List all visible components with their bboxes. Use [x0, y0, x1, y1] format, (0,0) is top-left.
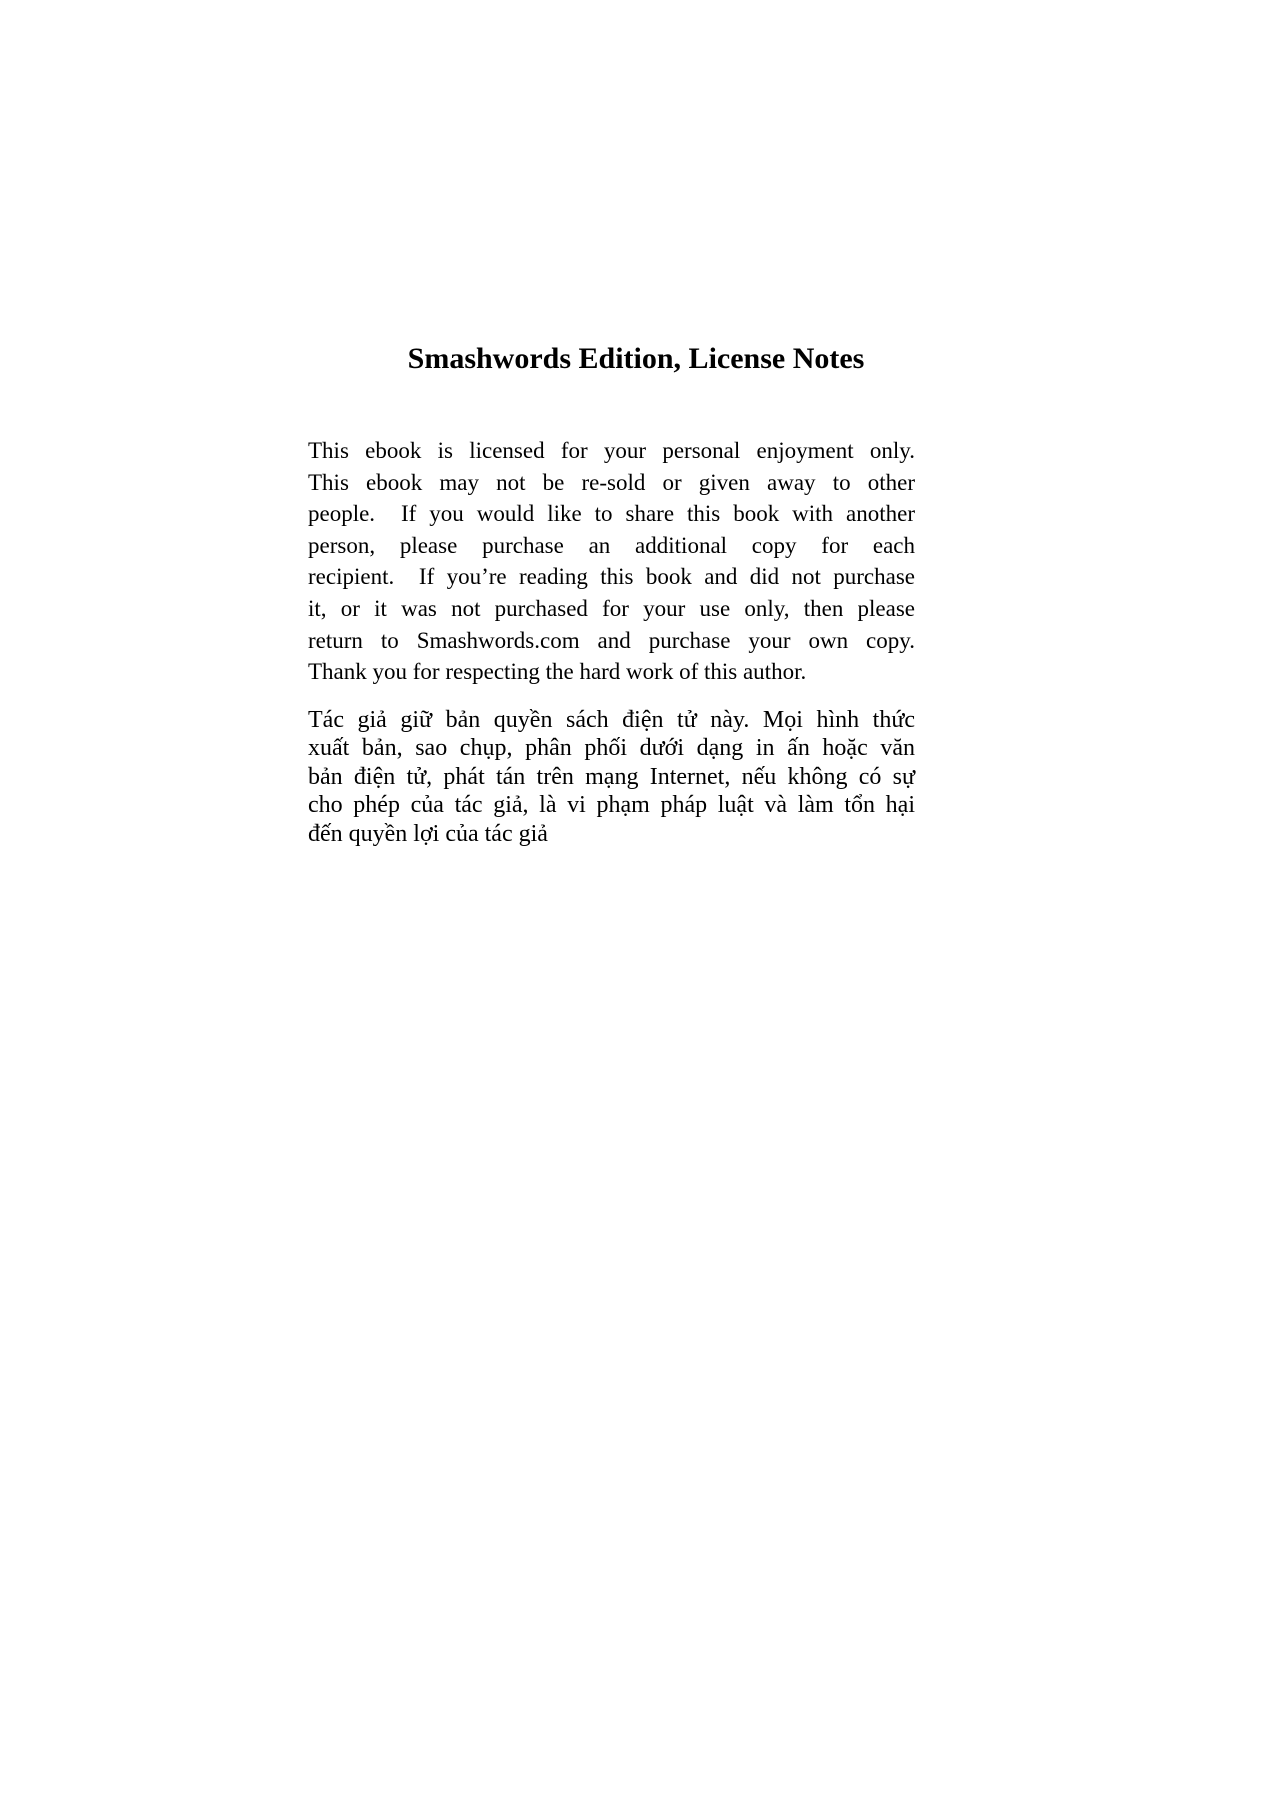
text-line: đến quyền lợi của tác giả — [308, 820, 548, 847]
text-line: person, please purchase an additional copy for each — [308, 532, 915, 558]
text-line: This ebook may not be re-sold or given away to other — [308, 469, 915, 495]
text-line: recipient. If you’re reading this book and did not purchase — [308, 564, 915, 590]
text-line: Tác giả giữ bản quyền sách điện tử này. Mọi hình thức — [308, 707, 915, 733]
text-line: Thank you for respecting the hard work of this author. — [308, 659, 807, 685]
text-line: This ebook is licensed for your personal enjoyment only. — [308, 438, 915, 463]
text-line: cho phép của tác giả, là vi phạm pháp luật và làm tổn hại — [308, 792, 915, 819]
text-line: bản điện tử, phát tán trên mạng Internet, nếu không có sự — [308, 763, 915, 790]
text-line: people. If you would like to share this book with another — [308, 501, 915, 527]
text-line: xuất bản, sao chụp, phân phối dưới dạng in ấn hoặc văn — [308, 735, 915, 762]
license-paragraph-english — [308, 435, 915, 688]
page-title: Smashwords Edition, License Notes — [407, 342, 865, 375]
license-paragraph-vietnamese — [308, 706, 915, 848]
text-line: return to Smashwords.com and purchase your own copy. — [308, 627, 915, 653]
text-line: it, or it was not purchased for your use only, then please — [308, 595, 915, 621]
